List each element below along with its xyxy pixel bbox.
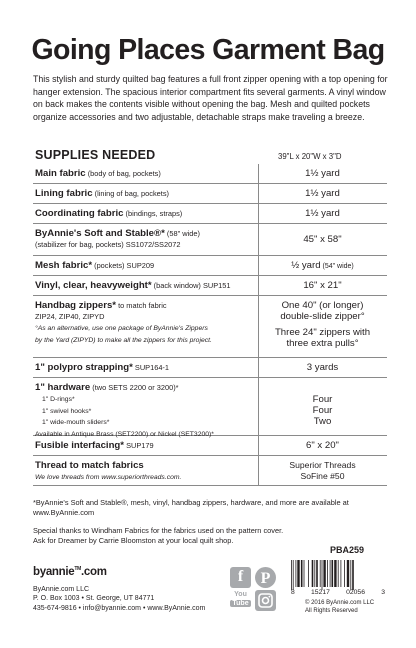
barcode-bar	[296, 560, 297, 587]
upc-barcode	[291, 560, 381, 590]
barcode-bar	[332, 560, 334, 587]
supply-quantity: One 40" (or longer) double-slide zipper° Three 24" zippers with three extra pulls°	[274, 300, 371, 349]
supply-label: Lining fabric (lining of bag, pockets)	[35, 188, 169, 199]
supply-row-main-fabric	[33, 164, 387, 184]
barcode-bar	[316, 560, 318, 587]
supply-label: Fusible interfacing* SUP179	[35, 440, 154, 451]
supply-quantity: 1½ yard	[305, 188, 340, 199]
supply-row-thread	[33, 456, 387, 486]
supply-row-handbag-zippers	[33, 296, 387, 358]
supply-label: Coordinating fabric (bindings, straps)	[35, 208, 183, 219]
instagram-icon[interactable]	[255, 590, 276, 611]
barcode-bar	[330, 560, 331, 587]
barcode-bar	[347, 560, 349, 587]
supply-row-mesh-fabric	[33, 256, 387, 276]
supplies-header	[33, 148, 387, 164]
bag-dimensions: 39"L x 20"W x 3"D	[278, 152, 342, 161]
supply-label: Main fabric (body of bag, pockets)	[35, 168, 161, 179]
fabric-credit: Special thanks to Windham Fabrics for the fabrics used on the pattern cover. Ask for Dreamer by Carrie Bloomston at your local quilt shop.	[33, 526, 284, 545]
supplies-heading: SUPPLIES NEEDED	[35, 148, 156, 162]
youtube-icon[interactable]: You Tube	[230, 590, 251, 611]
supply-label: Thread to match fabrics We love threads from www.superiorthreads.com.	[35, 460, 182, 481]
barcode-bar	[322, 560, 323, 590]
supply-row-coordinating-fabric	[33, 204, 387, 224]
pinterest-glyph	[255, 567, 276, 588]
barcode-bar	[320, 560, 321, 587]
supply-quantity: Superior Threads SoFine #50	[289, 460, 356, 481]
byannie-logo: byannie™.com	[33, 566, 107, 578]
supply-label: Handbag zippers* to match fabric ZIP24, ZIP40, ZIPYD °As an alternative, use one package of ByAnnie's Zippers by the Yard (ZIPYD) to make all the zippers for this project.	[35, 300, 212, 344]
supply-quantity: 45" x 58"	[303, 234, 342, 245]
barcode-bar	[323, 560, 325, 587]
supply-quantity: 1½ yard	[305, 168, 340, 179]
supply-quantity: 3 yards	[306, 362, 339, 373]
supply-label: Mesh fabric* (pockets) SUP209	[35, 260, 155, 271]
barcode-bar	[350, 560, 351, 590]
barcode-bar	[312, 560, 314, 587]
supply-quantity: 1½ yard	[305, 208, 340, 219]
facebook-icon[interactable]: f	[230, 567, 251, 588]
barcode-bar	[301, 560, 303, 587]
supplies-table	[33, 148, 387, 486]
pattern-sku: PBA259	[330, 545, 365, 555]
supply-label: ByAnnie's Soft and Stable®* (58" wide) (stabilizer for bag, pockets) SS1072/SS2072	[35, 228, 200, 249]
copyright: © 2016 ByAnnie.com LLC All Rights Reserved	[305, 600, 375, 614]
barcode-bar	[344, 560, 345, 587]
company-address: ByAnnie.com LLC P. O. Box 1003 • St. George, UT 84771 435-674-9816 • info@byannie.com • www.ByAnnie.com	[33, 586, 206, 612]
supply-row-vinyl	[33, 276, 387, 296]
barcode-bar	[352, 560, 354, 590]
supply-row-soft-and-stable	[33, 224, 387, 256]
barcode-bar	[327, 560, 328, 587]
intro-paragraph: This stylish and sturdy quilted bag features a full front zipper opening with a top opening for hanger extension. The spacious interior compartment fits several garments. A vinyl window on back makes the contents visible without opening the bag. Mesh and quilted pockets organize accessories and two adjustable, detachable straps make traveling a breeze.	[33, 74, 388, 122]
supply-quantity: 6" x 20"	[306, 440, 339, 451]
supply-quantity: Four Four Two	[312, 394, 333, 427]
supply-label: Vinyl, clear, heavyweight* (back window) SUP151	[35, 280, 231, 291]
supply-row-lining-fabric	[33, 184, 387, 204]
svg-text:P: P	[260, 570, 271, 587]
barcode-bar	[304, 560, 305, 587]
supply-row-strapping	[33, 358, 387, 378]
supply-label: 1" hardware (two SETS 2200 or 3200)* 1" D-rings* 1" swivel hooks* 1" wide-mouth sliders* Available in Antique Brass (SET2200) or Nickel (SET3200)*	[35, 382, 214, 438]
supply-label: 1" polypro strapping* SUP164-1	[35, 362, 169, 373]
barcode-bar	[308, 560, 309, 587]
barcode-bar	[334, 560, 336, 587]
barcode-bar	[291, 560, 292, 590]
barcode-bar	[314, 560, 315, 587]
supply-quantity: 16" x 21"	[303, 280, 342, 291]
instagram-glyph	[255, 590, 276, 611]
social-icons	[230, 562, 280, 612]
barcode-bar	[297, 560, 299, 587]
page-title: Going Places Garment Bag	[31, 34, 385, 66]
supply-row-fusible-interfacing	[33, 436, 387, 456]
barcode-bar	[341, 560, 342, 587]
barcode-numbers: 8 15217 02056 3	[291, 589, 385, 596]
pinterest-icon[interactable]	[255, 567, 276, 588]
barcode-bar	[338, 560, 339, 587]
availability-footnote: *ByAnnie's Soft and Stable®, mesh, vinyl, handbag zippers, hardware, and more are available at www.ByAnnie.com	[33, 498, 349, 517]
supply-quantity: ½ yard (54" wide)	[291, 260, 354, 271]
supply-row-hardware	[33, 378, 387, 436]
barcode-bar	[293, 560, 294, 590]
